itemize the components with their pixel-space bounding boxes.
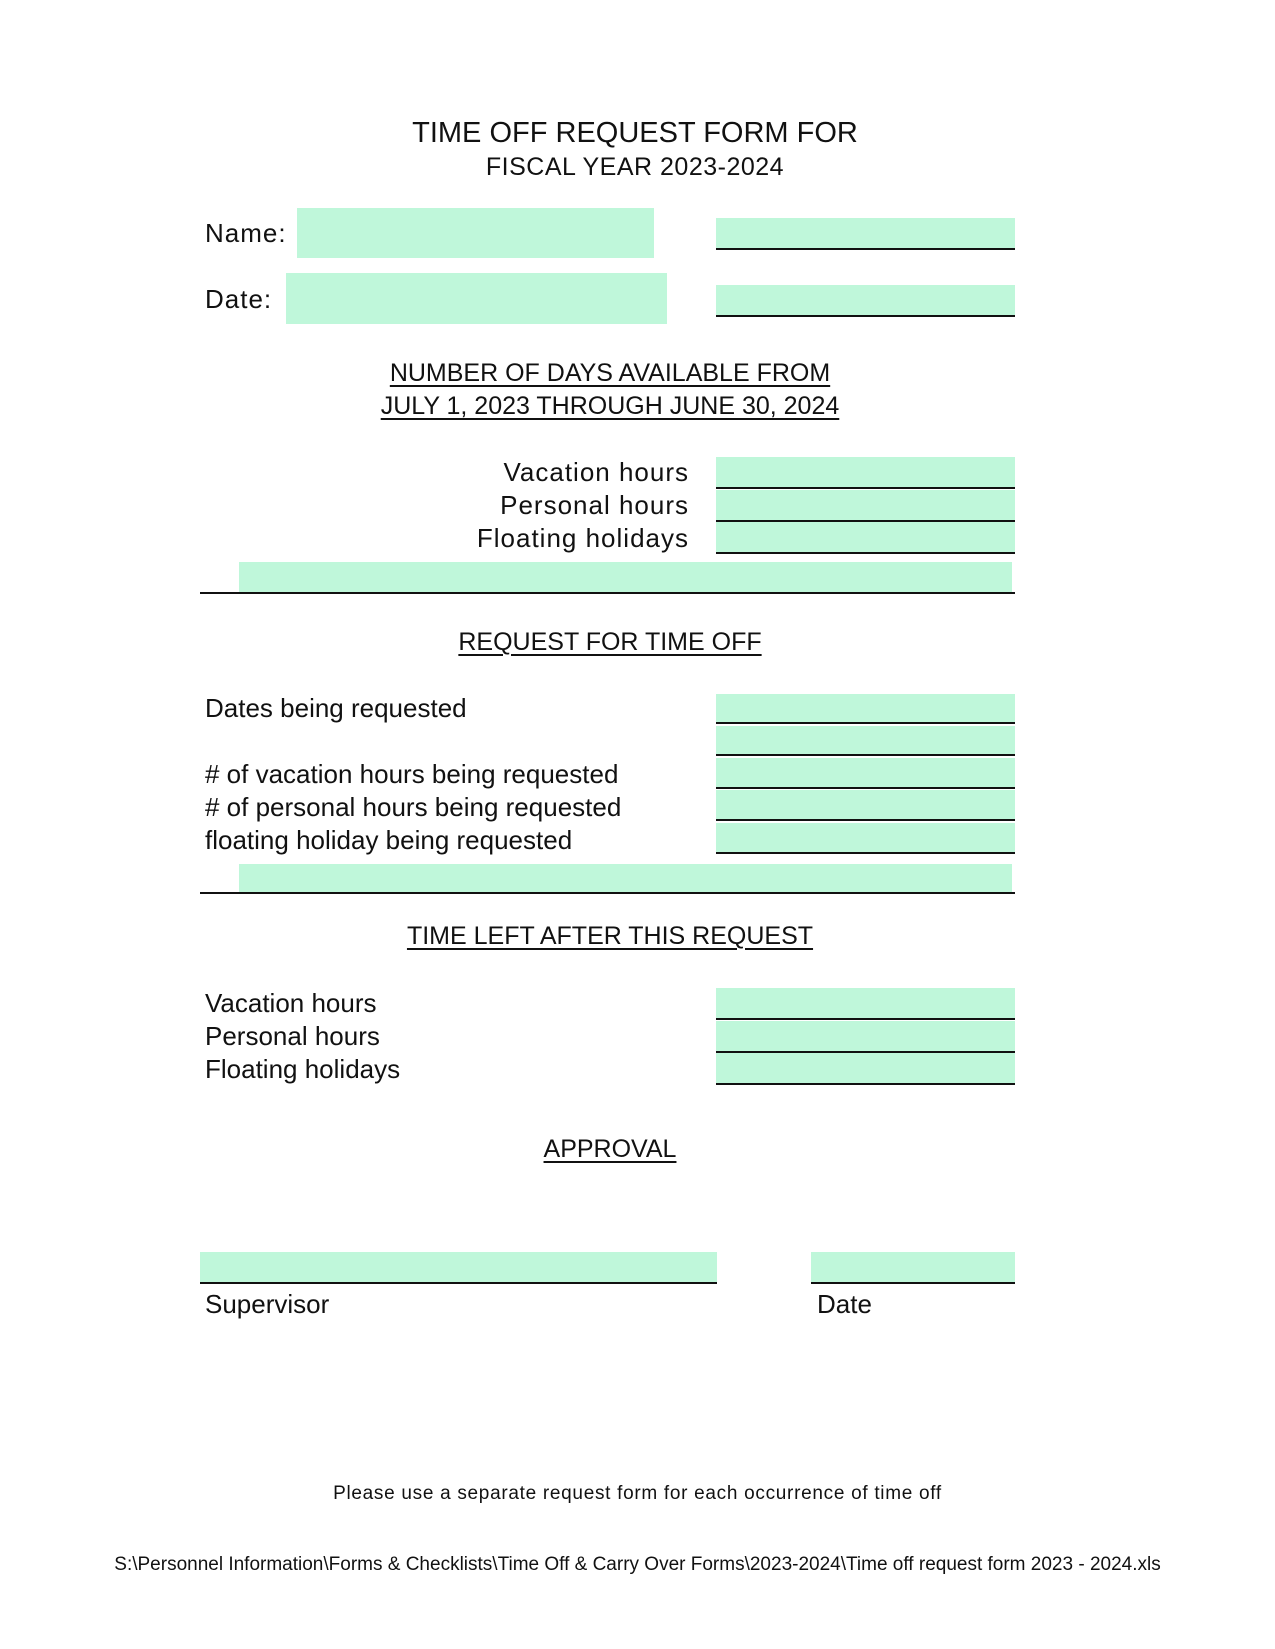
request-vacation-input[interactable] bbox=[716, 758, 1015, 789]
request-floating-label: floating holiday being requested bbox=[205, 825, 573, 855]
remaining-personal-label: Personal hours bbox=[205, 1021, 380, 1051]
remaining-floating-input[interactable] bbox=[716, 1053, 1015, 1085]
available-notes-input[interactable] bbox=[239, 562, 1012, 592]
remaining-personal-input[interactable] bbox=[716, 1021, 1015, 1053]
request-floating-input[interactable] bbox=[716, 823, 1015, 854]
available-personal-label: Personal hours bbox=[500, 490, 689, 520]
available-vacation-input[interactable] bbox=[716, 457, 1015, 489]
request-heading: REQUEST FOR TIME OFF bbox=[458, 628, 762, 656]
remaining-vacation-label: Vacation hours bbox=[205, 988, 377, 1018]
form-subtitle: FISCAL YEAR 2023-2024 bbox=[485, 153, 785, 181]
approval-date-label: Date bbox=[817, 1289, 872, 1319]
request-personal-input[interactable] bbox=[716, 790, 1015, 821]
available-heading-line2: JULY 1, 2023 THROUGH JUNE 30, 2024 bbox=[380, 392, 840, 420]
approval-date-input[interactable] bbox=[811, 1252, 1015, 1284]
available-divider bbox=[200, 592, 1015, 594]
available-personal-input[interactable] bbox=[716, 490, 1015, 522]
form-title: TIME OFF REQUEST FORM FOR bbox=[412, 117, 858, 149]
file-path: S:\Personnel Information\Forms & Checklists\Time Off & Carry Over Forms\2023-2024\Time off request form 2023 - 2024.xls bbox=[114, 1554, 1161, 1575]
name-extra-input[interactable] bbox=[716, 218, 1015, 250]
supervisor-label: Supervisor bbox=[205, 1289, 330, 1319]
available-heading-line1: NUMBER OF DAYS AVAILABLE FROM bbox=[389, 359, 831, 387]
name-input[interactable] bbox=[297, 208, 654, 258]
approval-heading: APPROVAL bbox=[543, 1135, 677, 1163]
date-extra-input[interactable] bbox=[716, 285, 1015, 317]
request-vacation-label: # of vacation hours being requested bbox=[205, 759, 619, 789]
remaining-floating-label: Floating holidays bbox=[205, 1054, 401, 1084]
footer-note: Please use a separate request form for each occurrence of time off bbox=[333, 1483, 942, 1504]
date-input[interactable] bbox=[286, 273, 667, 324]
available-floating-label: Floating holidays bbox=[476, 523, 689, 553]
request-personal-label: # of personal hours being requested bbox=[205, 792, 622, 822]
request-notes-input[interactable] bbox=[239, 864, 1012, 892]
available-vacation-label: Vacation hours bbox=[503, 457, 689, 487]
available-floating-input[interactable] bbox=[716, 522, 1015, 554]
remaining-vacation-input[interactable] bbox=[716, 988, 1015, 1020]
request-dates-input-1[interactable] bbox=[716, 694, 1015, 724]
remaining-heading: TIME LEFT AFTER THIS REQUEST bbox=[406, 922, 814, 950]
request-divider bbox=[200, 892, 1015, 894]
supervisor-signature-input[interactable] bbox=[200, 1252, 717, 1284]
request-dates-input-2[interactable] bbox=[716, 726, 1015, 756]
name-label: Name: bbox=[205, 218, 287, 248]
date-label: Date: bbox=[205, 284, 273, 314]
request-dates-label: Dates being requested bbox=[205, 693, 467, 723]
